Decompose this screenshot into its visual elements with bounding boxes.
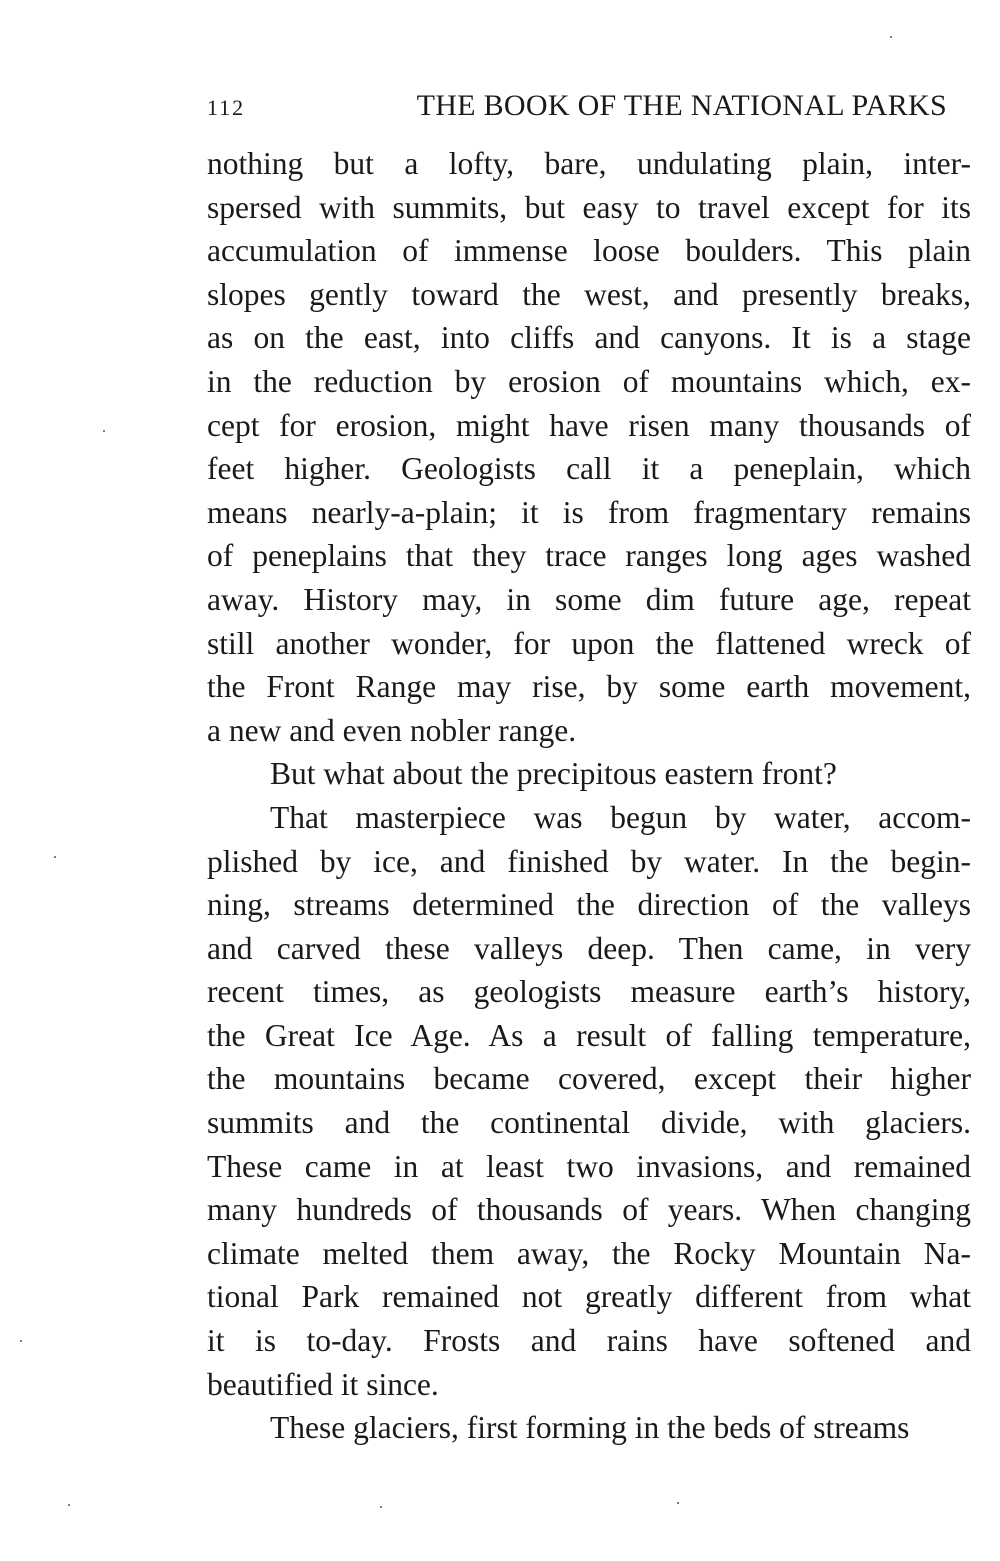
body-text — [207, 142, 971, 1450]
text-line: plished by ice, and finished by water. In the begin- — [207, 843, 971, 879]
text-line: away. History may, in some dim future age, repeat — [207, 581, 971, 617]
scan-speck — [54, 856, 56, 858]
paragraph-start-line: These glaciers, first forming in the beds of streams — [270, 1410, 910, 1446]
scan-speck — [890, 36, 892, 38]
paragraph-start-line: That masterpiece was begun by water, accom- — [270, 799, 971, 835]
text-line: in the reduction by erosion of mountains which, ex- — [207, 363, 971, 399]
text-line: climate melted them away, the Rocky Mountain Na- — [207, 1235, 971, 1271]
text-line: as on the east, into cliffs and canyons. It is a stage — [207, 320, 971, 356]
page-number: 112 — [207, 95, 246, 120]
scan-speck — [103, 430, 105, 432]
text-line: the Great Ice Age. As a result of falling temperature, — [207, 1017, 971, 1053]
text-line: slopes gently toward the west, and presently breaks, — [207, 276, 971, 312]
text-line: tional Park remained not greatly different from what — [207, 1279, 971, 1315]
text-line: cept for erosion, might have risen many thousands of — [207, 407, 971, 443]
text-line: summits and the continental divide, with glaciers. — [207, 1105, 971, 1141]
text-line: many hundreds of thousands of years. When changing — [207, 1192, 971, 1228]
text-line: spersed with summits, but easy to travel except for its — [207, 189, 971, 225]
scan-speck — [68, 1504, 70, 1506]
scan-speck — [380, 1506, 382, 1508]
text-line: it is to-day. Frosts and rains have softened and — [207, 1323, 971, 1359]
running-title: THE BOOK OF THE NATIONAL PARKS — [416, 89, 947, 122]
scan-speck — [20, 1340, 22, 1342]
text-line: recent times, as geologists measure earth’s history, — [207, 974, 971, 1010]
text-line: still another wonder, for upon the flattened wreck of — [207, 625, 971, 661]
text-line: of peneplains that they trace ranges long ages washed — [207, 538, 971, 574]
text-line: ning, streams determined the direction of the valleys — [207, 887, 971, 923]
text-line: the mountains became covered, except their higher — [207, 1061, 971, 1097]
text-line: a new and even nobler range. — [207, 712, 577, 748]
text-line: beautified it since. — [207, 1366, 439, 1402]
text-line: nothing but a lofty, bare, undulating plain, inter- — [207, 146, 971, 181]
text-line: These came in at least two invasions, and remained — [207, 1148, 971, 1184]
text-line: means nearly-a-plain; it is from fragmentary remains — [207, 494, 971, 530]
paragraph-start-line: But what about the precipitous eastern front? — [270, 756, 837, 792]
text-line: the Front Range may rise, by some earth movement, — [207, 669, 971, 705]
scan-speck — [677, 1502, 679, 1504]
text-line: and carved these valleys deep. Then came, in very — [207, 930, 971, 966]
text-line: feet higher. Geologists call it a peneplain, which — [207, 451, 971, 487]
page-header — [207, 84, 971, 128]
text-line: accumulation of immense loose boulders. This plain — [207, 233, 971, 269]
